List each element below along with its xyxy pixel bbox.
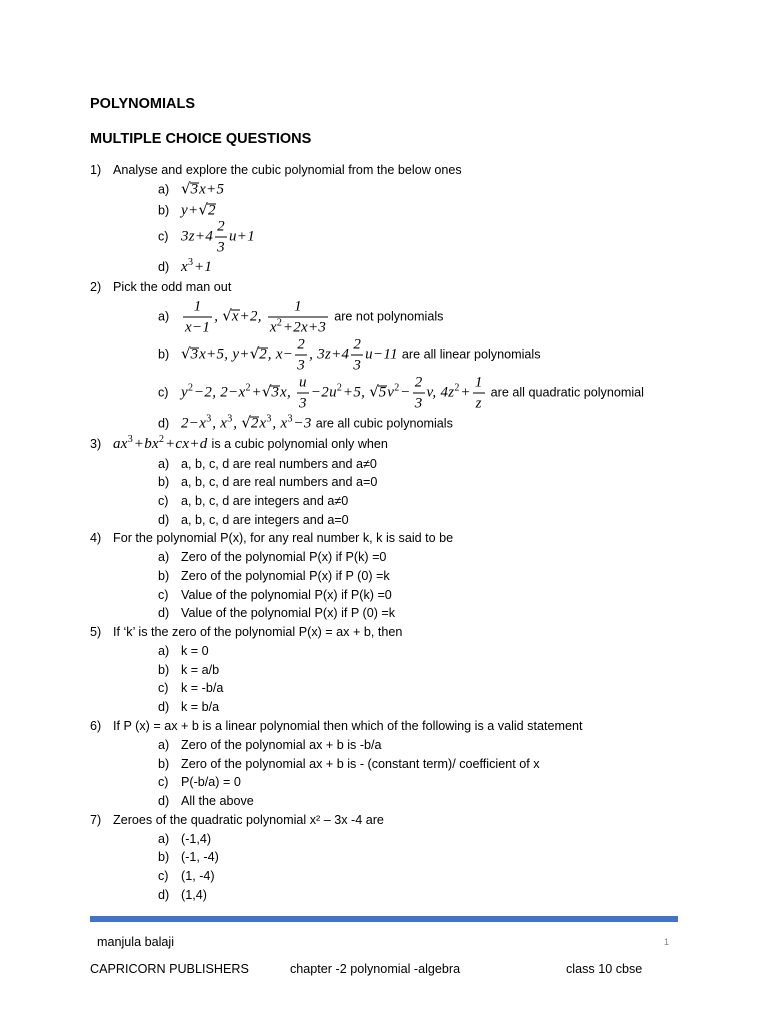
answer-option [158,492,348,510]
option-text: Zero of the polynomial ax + b is - (constant term)/ coefficient of x [181,757,540,771]
fraction-denominator [183,318,212,336]
answer-option [158,755,540,773]
option-label: d) [158,260,170,274]
radicand: 2 [259,346,267,363]
question-text: Analyse and explore the cubic polynomial from the below ones [113,163,462,177]
option-label: d) [158,700,170,714]
option-label: b) [158,757,170,771]
inline-text: are all quadratic polynomial [490,385,644,400]
fraction-denominator [215,238,227,256]
answer-option [158,661,219,679]
math-expression: 2 [414,374,423,391]
math-expression: 1 [474,374,483,391]
answer-option [158,414,453,433]
math-expression: u−11 [365,346,398,363]
radicand: 3 [271,384,279,401]
option-label: c) [158,385,169,400]
fraction [473,375,485,412]
math-expression: + [251,384,262,401]
answer-option [158,604,395,622]
math-expression: 2 [353,336,362,353]
option-text: a, b, c, d are integers and a=0 [181,513,349,527]
option-label: b) [158,475,170,489]
option-label: c) [158,681,169,695]
option-text: (-1,4) [181,832,212,846]
radical-sign: √ [261,382,272,401]
math-expression: 3 [297,357,306,374]
math-expression: +1 [193,259,213,275]
fraction-denominator [473,394,485,412]
answer-option [158,867,215,885]
option-text [181,413,453,432]
square-root [181,179,199,198]
question-text: If P (x) = ax + b is a linear polynomial then which of the following is a valid statement [113,719,583,733]
option-label: c) [158,494,169,508]
question-text: Zeroes of the quadratic polynomial x² – 3x -4 are [113,813,384,827]
radical-sign: √ [198,200,208,219]
radical-sign: √ [249,344,260,363]
exponent: 3 [127,434,133,445]
math-expression: +5, [342,384,370,401]
inline-text: are not polynomials [334,309,444,324]
fraction [268,299,328,336]
math-expression: 3z+4 [181,228,214,245]
option-text: a, b, c, d are integers and a≠0 [181,494,349,508]
math-expression: x+5 [199,181,225,198]
option-text: k = -b/a [181,681,224,695]
option-text [181,374,644,412]
radicand: 2 [207,202,216,219]
math-expression: − [400,384,411,401]
option-label: a) [158,644,170,658]
option-text: (-1, -4) [181,850,219,864]
answer-option [158,792,254,810]
option-text: k = 0 [181,644,209,658]
question-text: Pick the odd man out [113,280,232,294]
radical-sign: √ [181,179,191,198]
answer-option [158,567,390,585]
math-expression: , [214,308,223,325]
answer-option [158,473,377,491]
math-expression: 2 [297,336,306,353]
answer-option [158,258,212,276]
square-root [369,382,387,401]
radicand: 3 [190,346,199,363]
answer-option [158,337,541,374]
exponent: 2 [336,382,342,394]
option-label: c) [158,775,169,789]
question-number: 2) [90,280,102,294]
answer-option [158,736,382,754]
exponent: 2 [245,382,251,394]
fraction-numerator [297,375,309,394]
option-text: Zero of the polynomial ax + b is -b/a [181,738,382,752]
square-root [181,344,199,363]
exponent: 2 [187,382,193,394]
square-root [261,382,280,401]
answer-option [158,299,443,336]
option-label: c) [158,229,169,244]
math-expression: x+5, y+ [199,346,250,363]
question-number: 4) [90,531,102,545]
option-label: a) [158,832,170,846]
math-expression: u+1 [228,228,256,245]
fraction [413,375,425,412]
question-number: 7) [90,813,102,827]
fraction [295,337,307,374]
option-label: b) [158,850,170,864]
option-text [181,257,213,275]
math-expression: 2 [217,218,225,235]
fraction [215,219,227,256]
option-text: a, b, c, d are real numbers and a=0 [181,475,378,489]
option-label: d) [158,513,170,527]
math-expression: + [460,384,471,401]
math-expression: ax [113,436,128,452]
fraction-denominator [413,394,425,412]
option-label: a) [158,457,170,471]
math-expression: y+ [181,202,199,219]
question-stem [90,161,462,179]
fraction-numerator [295,337,307,356]
radicand: 2 [250,415,259,432]
answer-option [158,511,349,529]
fraction-numerator [183,299,212,318]
question-text: For the polynomial P(x), for any real number k, k is said to be [113,531,454,545]
math-expression: −2u [310,384,337,401]
fraction-denominator [295,356,307,374]
exponent: 3 [287,413,293,425]
math-expression: v, 4z [426,384,455,401]
exponent: 3 [266,413,272,425]
math-expression: , [233,415,242,432]
math-expression: 3 [353,357,362,374]
math-expression: 1 [193,298,202,315]
fraction-denominator [351,356,363,374]
math-expression: x [259,415,267,432]
option-text [181,179,225,198]
option-label: a) [158,550,170,564]
math-expression: , x− [267,346,294,363]
math-expression: x−1 [185,319,211,336]
inline-text: are all cubic polynomials [315,416,453,431]
math-expression: x, [279,384,296,401]
option-label: a) [158,738,170,752]
option-text: (1, -4) [181,869,215,883]
exponent: 2 [394,382,400,394]
option-text: P(-b/a) = 0 [181,775,241,789]
footer-publisher: CAPRICORN PUBLISHERS [90,962,249,976]
answer-option [158,848,219,866]
math-expression: 1 [294,298,302,315]
square-root [198,200,216,219]
square-root [241,413,259,432]
math-expression: , x [272,415,288,432]
answer-option [158,773,241,791]
option-label: b) [158,203,170,218]
math-expression: −2, 2−x [193,384,246,401]
exponent: 2 [454,382,460,394]
math-expression: u [299,374,307,391]
math-expression: +cx+d [164,436,208,452]
math-expression: x [269,319,277,336]
question-stem [90,717,582,735]
question-stem [90,529,453,547]
square-root [222,306,239,325]
exponent: 3 [206,413,212,425]
inline-text: are all linear polynomials [401,347,541,362]
option-text [181,336,541,374]
option-text: Zero of the polynomial P(x) if P(k) =0 [181,550,387,564]
option-label: c) [158,869,169,883]
question-number: 5) [90,625,102,639]
radicand: 5 [378,384,387,401]
option-label: b) [158,569,170,583]
answer-option [158,548,386,566]
section-heading: MULTIPLE CHOICE QUESTIONS [90,131,312,147]
math-expression: v [387,384,395,401]
fraction [183,299,212,336]
answer-option [158,679,223,697]
math-expression: y [181,384,188,401]
footer-class: class 10 cbse [566,962,643,976]
inline-text: is a cubic polynomial only when [211,437,388,451]
math-expression: +2x+3 [282,319,327,336]
answer-option [158,642,209,660]
math-expression: 3 [299,395,307,412]
option-text: All the above [181,794,254,808]
option-text: k = a/b [181,663,220,677]
radical-sign: √ [241,413,251,432]
exponent: 2 [158,434,164,445]
answer-option [158,886,207,904]
option-label: d) [158,888,170,902]
option-text [181,200,216,219]
option-text [181,218,256,256]
question-number: 1) [90,163,102,177]
option-label: b) [158,347,170,362]
math-expression: 2−x [181,415,207,432]
option-text: a, b, c, d are real numbers and a≠0 [181,457,377,471]
answer-option [158,698,219,716]
page-title: POLYNOMIALS [90,96,196,112]
option-text: Value of the polynomial P(x) if P (0) =k [181,606,396,620]
fraction-denominator [268,318,328,336]
square-root [249,344,268,363]
answer-option [158,201,216,220]
answer-option [158,219,255,256]
fraction-numerator [473,375,485,394]
radical-sign: √ [369,382,379,401]
fraction [351,337,363,374]
option-text: Zero of the polynomial P(x) if P (0) =k [181,569,390,583]
math-expression: , 3z+4 [309,346,350,363]
answer-option [158,830,211,848]
option-text: (1,4) [181,888,207,902]
option-label: d) [158,416,170,431]
fraction-numerator [268,299,328,318]
radicand: x [231,308,239,325]
math-expression: +bx [133,436,159,452]
math-expression: 3 [217,239,225,256]
fraction-numerator [413,375,425,394]
option-text: k = b/a [181,700,220,714]
option-label: c) [158,588,169,602]
answer-option [158,375,644,412]
radical-sign: √ [222,306,232,325]
option-label: d) [158,606,170,620]
question-number: 6) [90,719,102,733]
option-label: b) [158,663,170,677]
exponent: 2 [276,317,282,329]
question-stem [90,623,402,641]
fraction-numerator [215,219,227,238]
question-number: 3) [90,437,102,451]
radical-sign: √ [181,344,191,363]
math-expression: z [475,395,482,412]
question-stem [90,435,388,453]
answer-option [158,455,377,473]
question-text [113,434,388,452]
answer-option [158,180,224,199]
fraction-numerator [351,337,363,356]
option-label: a) [158,182,170,197]
question-stem [90,278,231,296]
fraction [297,375,309,412]
math-expression: +2, [239,308,266,325]
option-text [181,298,444,336]
question-text: If ‘k’ is the zero of the polynomial P(x) = ax + b, then [113,625,403,639]
footer-author: manjula balaji [97,935,175,949]
math-expression: −3 [293,415,312,432]
exponent: 3 [187,257,193,268]
exponent: 3 [227,413,233,425]
question-stem [90,811,384,829]
math-expression: 3 [414,395,423,412]
fraction-denominator [297,394,309,412]
option-text: Value of the polynomial P(x) if P(k) =0 [181,588,392,602]
math-expression: , x [212,415,228,432]
footer-rule [90,916,678,922]
radicand: 3 [190,181,199,198]
option-label: a) [158,309,170,324]
option-label: d) [158,794,170,808]
math-expression: x [181,259,188,275]
footer-chapter: chapter -2 polynomial -algebra [290,962,461,976]
page-number: 1 [664,937,670,947]
answer-option [158,586,392,604]
